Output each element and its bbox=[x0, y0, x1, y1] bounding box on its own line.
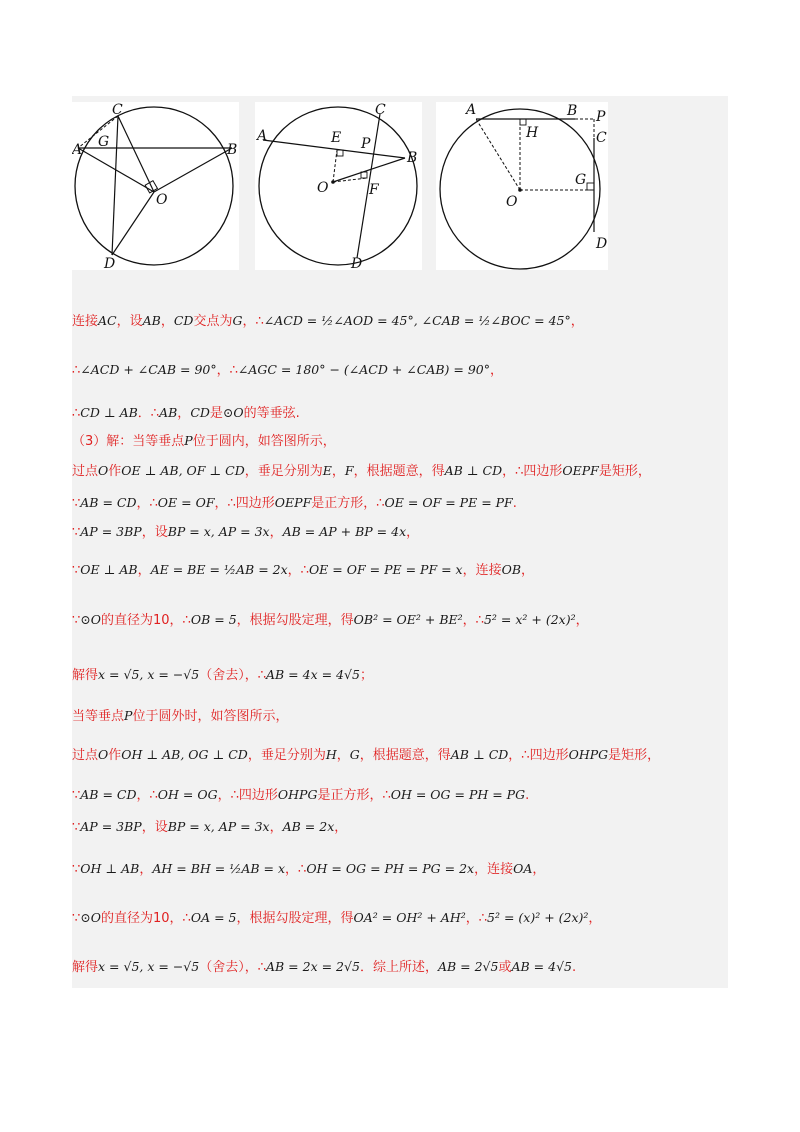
text-run: ，设 bbox=[141, 525, 168, 540]
text-run: 是正方形，∴ bbox=[311, 496, 385, 511]
figure-2-diagram bbox=[255, 102, 422, 270]
text-run: ， bbox=[575, 613, 589, 628]
text-run: ，根据题意，得 bbox=[359, 748, 451, 763]
math-expression: AB = 2x = 2√5 bbox=[266, 959, 360, 974]
fig1-label-d: D bbox=[104, 256, 116, 270]
text-run: ， bbox=[139, 862, 153, 877]
math-expression: AP = 3BP bbox=[80, 524, 142, 539]
fig1-label-g: G bbox=[98, 134, 110, 150]
solution-line bbox=[72, 664, 373, 683]
text-run: 作 bbox=[108, 748, 122, 763]
text-run: ，∴ bbox=[136, 496, 158, 511]
solution-line bbox=[72, 492, 517, 511]
math-expression: AB ⊥ CD bbox=[450, 747, 509, 762]
math-expression: BP = x, AP = 3x bbox=[167, 524, 270, 539]
text-run: ∵ bbox=[72, 563, 81, 578]
math-expression: OEPF bbox=[274, 495, 312, 510]
text-run: ∵ bbox=[72, 525, 81, 540]
text-run: ∵ bbox=[72, 820, 81, 835]
math-expression: OB = 5 bbox=[190, 612, 237, 627]
math-expression: AB = CD bbox=[80, 787, 137, 802]
text-run: ， bbox=[269, 525, 283, 540]
text-run: ．综上所述， bbox=[359, 960, 438, 975]
text-run: 或 bbox=[498, 960, 512, 975]
math-expression: 5² = x² + (2x)² bbox=[483, 612, 576, 627]
text-run: 解得 bbox=[72, 668, 99, 683]
text-run: ，连接 bbox=[462, 563, 502, 578]
figure-3 bbox=[436, 102, 608, 270]
text-run: ， bbox=[177, 406, 191, 421]
figure-2 bbox=[255, 102, 422, 270]
text-run: ， bbox=[336, 748, 350, 763]
text-run: ∴ bbox=[72, 363, 81, 378]
math-expression: OE = OF = PE = PF = x bbox=[308, 562, 463, 577]
text-run: ，∴ bbox=[216, 363, 238, 378]
fig2-label-f: F bbox=[369, 182, 379, 198]
math-expression: AH = BH = ½AB = x bbox=[152, 861, 286, 876]
text-run: 交点为 bbox=[193, 314, 233, 329]
math-expression: G bbox=[349, 747, 360, 762]
fig3-label-g: G bbox=[575, 172, 587, 188]
math-expression: O bbox=[98, 747, 109, 762]
text-run: ，垂足分别为 bbox=[247, 748, 326, 763]
text-run: ∵ bbox=[72, 911, 81, 926]
text-run: ， bbox=[588, 911, 602, 926]
fig2-label-e: E bbox=[331, 130, 342, 146]
math-expression: OA = 5 bbox=[190, 910, 237, 925]
solution-line bbox=[72, 310, 584, 329]
solution-line bbox=[72, 430, 336, 449]
math-expression: E bbox=[322, 463, 332, 478]
text-run: ， bbox=[269, 820, 283, 835]
fig1-label-b: B bbox=[227, 142, 238, 158]
fig2-label-o: O bbox=[317, 180, 329, 196]
solution-line bbox=[72, 460, 651, 479]
text-run: ，∴ bbox=[462, 613, 484, 628]
text-run: ，根据题意，得 bbox=[353, 464, 445, 479]
text-run: ，垂足分别为 bbox=[244, 464, 323, 479]
math-expression: G bbox=[232, 313, 243, 328]
text-run: ∴ bbox=[72, 406, 81, 421]
text-run: ，∴四边形 bbox=[508, 748, 569, 763]
text-run: 位于圆内，如答图所示， bbox=[192, 434, 336, 449]
text-run: 的等垂弦. bbox=[243, 406, 300, 421]
math-expression: OE = OF bbox=[157, 495, 215, 510]
text-run: ， bbox=[570, 314, 584, 329]
text-run: ，∴四边形 bbox=[502, 464, 563, 479]
math-expression: ⊙O bbox=[222, 405, 244, 420]
text-run: 是矩形， bbox=[608, 748, 661, 763]
math-expression: AB = 4√5 bbox=[511, 959, 572, 974]
math-expression: ⊙O bbox=[80, 612, 102, 627]
text-run: ，∴ bbox=[285, 862, 307, 877]
text-run: 是正方形，∴ bbox=[317, 788, 391, 803]
solution-line bbox=[72, 609, 589, 628]
text-run: ，设 bbox=[141, 820, 168, 835]
math-expression: OHPG bbox=[277, 787, 318, 802]
text-run: ，∴ bbox=[242, 314, 264, 329]
text-run: ∵ bbox=[72, 788, 81, 803]
text-run: ， bbox=[490, 363, 504, 378]
math-expression: x = √5, x = −√5 bbox=[98, 667, 200, 682]
fig3-label-p: P bbox=[596, 109, 606, 125]
text-run: ， bbox=[532, 862, 546, 877]
math-expression: BP = x, AP = 3x bbox=[167, 819, 270, 834]
math-expression: AC bbox=[98, 313, 117, 328]
fig2-label-c: C bbox=[375, 102, 386, 118]
text-run: ， bbox=[521, 563, 535, 578]
text-run: 位于圆外时，如答图所示， bbox=[132, 709, 289, 724]
text-run: 的直径为10，∴ bbox=[101, 911, 191, 926]
text-run: 是 bbox=[209, 406, 223, 421]
fig3-label-h: H bbox=[526, 125, 539, 141]
figure-3-diagram bbox=[436, 102, 608, 270]
text-run: ， bbox=[331, 464, 345, 479]
math-expression: OH = OG = PH = PG bbox=[390, 787, 526, 802]
fig3-label-d: D bbox=[596, 236, 608, 252]
figure-1-diagram bbox=[72, 102, 239, 270]
solution-line bbox=[72, 559, 534, 578]
math-expression: AE = BE = ½AB = 2x bbox=[150, 562, 288, 577]
math-expression: OH = OG bbox=[157, 787, 218, 802]
text-run: ，设 bbox=[116, 314, 143, 329]
math-expression: OE = OF = PE = PF bbox=[384, 495, 513, 510]
solution-panel bbox=[72, 96, 728, 988]
text-run: . bbox=[512, 496, 517, 511]
math-expression: CD bbox=[173, 313, 194, 328]
text-run: （舍去），∴ bbox=[199, 960, 266, 975]
math-expression: AB ⊥ CD bbox=[444, 463, 503, 478]
solution-line bbox=[72, 956, 576, 975]
math-expression: CD ⊥ AB bbox=[80, 405, 138, 420]
math-expression: OEPF bbox=[562, 463, 599, 478]
math-expression: AB = 4x = 4√5 bbox=[266, 667, 360, 682]
fig3-label-a: A bbox=[466, 102, 477, 118]
text-run: ，连接 bbox=[474, 862, 514, 877]
math-expression: ∠AGC = 180° − (∠ACD + ∠CAB) = 90° bbox=[237, 362, 490, 377]
math-expression: OH = OG = PH = PG = 2x bbox=[306, 861, 475, 876]
fig2-label-p: P bbox=[361, 136, 371, 152]
text-run: ∵ bbox=[72, 862, 81, 877]
math-expression: OE ⊥ AB bbox=[80, 562, 138, 577]
math-expression: CD bbox=[190, 405, 210, 420]
text-run: ； bbox=[359, 668, 373, 683]
text-run: ，∴ bbox=[465, 911, 488, 926]
fig1-label-c: C bbox=[112, 102, 123, 118]
text-run: ，∴四边形 bbox=[217, 788, 278, 803]
math-expression: O bbox=[98, 463, 109, 478]
math-expression: OB² = OE² + BE² bbox=[353, 612, 463, 627]
text-run: ．∴ bbox=[137, 406, 160, 421]
math-expression: AB = 2√5 bbox=[437, 959, 499, 974]
solution-line bbox=[72, 744, 660, 763]
fig3-label-b: B bbox=[567, 103, 578, 119]
solution-line bbox=[72, 359, 503, 378]
solution-line bbox=[72, 402, 300, 421]
text-run: （3）解：当等垂点 bbox=[72, 434, 185, 449]
text-run: 作 bbox=[108, 464, 122, 479]
math-expression: AP = 3BP bbox=[80, 819, 142, 834]
math-expression: P bbox=[184, 433, 193, 448]
fig2-label-a: A bbox=[257, 128, 268, 144]
solution-line bbox=[72, 816, 347, 835]
text-run: ，∴ bbox=[287, 563, 309, 578]
text-run: 是矩形， bbox=[598, 464, 651, 479]
math-expression: F bbox=[344, 463, 354, 478]
solution-line bbox=[72, 907, 601, 926]
math-expression: H bbox=[325, 747, 337, 762]
fig1-label-a: A bbox=[72, 142, 83, 158]
solution-line bbox=[72, 858, 545, 877]
math-expression: OA bbox=[513, 861, 533, 876]
text-run: ，∴ bbox=[136, 788, 158, 803]
math-expression: OB bbox=[501, 562, 522, 577]
text-run: 过点 bbox=[72, 464, 99, 479]
text-run: ， bbox=[334, 820, 348, 835]
solution-line bbox=[72, 705, 288, 724]
text-run: . bbox=[572, 960, 577, 975]
math-expression: ∠ACD + ∠CAB = 90° bbox=[80, 362, 217, 377]
fig2-label-d: D bbox=[351, 256, 363, 270]
math-expression: AB = 2x bbox=[282, 819, 335, 834]
math-expression: AB bbox=[159, 405, 178, 420]
math-expression: OE ⊥ AB, OF ⊥ CD bbox=[121, 463, 245, 478]
text-run: （舍去），∴ bbox=[199, 668, 266, 683]
text-run: ， bbox=[160, 314, 174, 329]
solution-line bbox=[72, 521, 419, 540]
text-run: ∵ bbox=[72, 613, 81, 628]
math-expression: OHPG bbox=[568, 747, 609, 762]
fig2-label-b: B bbox=[407, 150, 418, 166]
text-run: . bbox=[525, 788, 530, 803]
math-expression: OA² = OH² + AH² bbox=[353, 910, 466, 925]
text-run: ，根据勾股定理，得 bbox=[236, 911, 354, 926]
text-run: 连接 bbox=[72, 314, 99, 329]
math-expression: AB = CD bbox=[80, 495, 137, 510]
text-run: ∵ bbox=[72, 496, 81, 511]
math-expression: 5² = (x)² + (2x)² bbox=[487, 910, 589, 925]
text-run: ，∴四边形 bbox=[214, 496, 275, 511]
figure-1 bbox=[72, 102, 239, 270]
math-expression: x = √5, x = −√5 bbox=[98, 959, 200, 974]
fig3-label-c: C bbox=[596, 130, 607, 146]
text-run: 的直径为10，∴ bbox=[101, 613, 191, 628]
text-run: ， bbox=[406, 525, 420, 540]
math-expression: ∠ACD = ½∠AOD = 45°, ∠CAB = ½∠BOC = 45° bbox=[263, 313, 571, 328]
solution-line bbox=[72, 784, 529, 803]
text-run: 解得 bbox=[72, 960, 99, 975]
math-expression: AB = AP + BP = 4x bbox=[282, 524, 407, 539]
text-run: 当等垂点 bbox=[72, 709, 125, 724]
math-expression: OH ⊥ AB bbox=[80, 861, 140, 876]
math-expression: ⊙O bbox=[80, 910, 102, 925]
math-expression: P bbox=[124, 708, 133, 723]
fig1-label-o: O bbox=[156, 192, 168, 208]
math-expression: AB bbox=[142, 313, 161, 328]
fig3-label-o: O bbox=[506, 194, 518, 210]
text-run: ， bbox=[137, 563, 151, 578]
text-run: 过点 bbox=[72, 748, 99, 763]
text-run: ，根据勾股定理，得 bbox=[236, 613, 354, 628]
math-expression: OH ⊥ AB, OG ⊥ CD bbox=[121, 747, 248, 762]
